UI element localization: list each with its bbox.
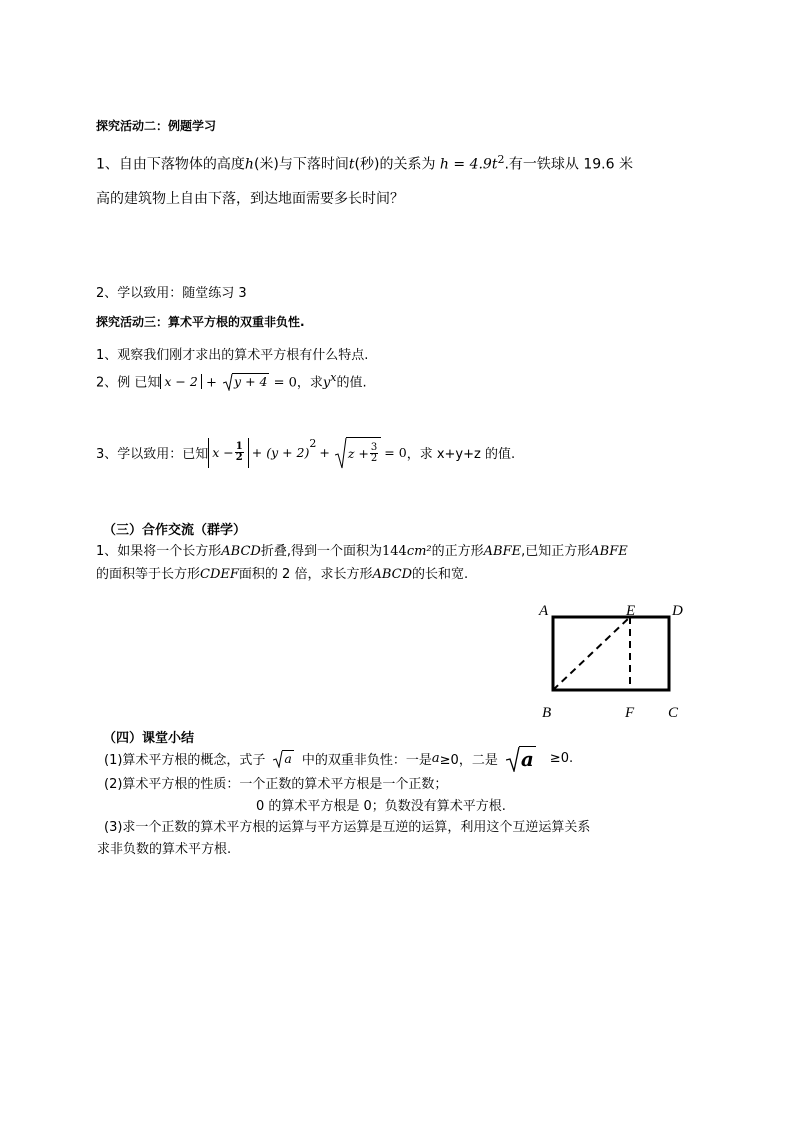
label-a: A [539,603,549,619]
activity3-title: 探究活动三：算术平方根的双重非负性. [96,315,305,329]
label-e: E [626,603,636,619]
sqrt-symbol-large: z + $\frac{3}{2}$ [335,437,381,468]
sqrt-a-large: a [506,746,536,771]
rectangle-abcd [553,617,669,690]
part3-question-line2: 的面积等于长方形CDEF面积的 2 倍，求长方形ABCD的长和宽. [96,567,469,582]
label-f: F [625,705,635,721]
activity2-title: 探究活动二：例题学习 [96,119,217,133]
sqrt-symbol: y + 4 [223,373,269,389]
q1-formula: h = 4.9t [439,156,498,173]
summary-2-line1: (2)算术平方根的性质：一个正数的算术平方根是一个正数； [104,777,448,792]
absolute-value-fraction: x − $\frac{1}{2}$ [208,438,248,468]
part3-title: （三）合作交流（群学） [103,523,247,538]
question-1-line1: 1、自由下落物体的高度h(米)与下落时间t(秒)的关系为 $h = 4.9t^2$.有一铁球从 19.6 米 [96,153,633,173]
sqrt-a-small: a [273,750,293,767]
label-c: C [668,705,679,721]
question-2: 2、学以致用：随堂练习 3 [96,286,247,301]
label-b: B [542,705,552,721]
summary-3-line2: 求非负数的算术平方根. [97,842,232,857]
summary-2-line2: 0 的算术平方根是 0；负数没有算术平方根. [256,799,506,814]
activity3-question-1: 1、观察我们刚才求出的算术平方根有什么特点. [96,348,369,363]
part4-title: （四）课堂小结 [103,731,195,746]
diagonal-be [553,617,630,690]
question-1-line2: 高的建筑物上自由下落，到达地面需要多长时间？ [96,191,404,207]
summary-3-line1: (3)求一个正数的算术平方根的运算与平方运算是互逆的运算，利用这个互逆运算关系 [104,820,591,835]
part3-question-line1: 1、如果将一个长方形ABCD折叠,得到一个面积为144cm²的正方形ABFE,已知正方形ABFE [96,544,628,559]
absolute-value: x − 2 [160,374,201,389]
summary-1: (1)算术平方根的概念，式子 a 中的双重非负性：一是 a ≥0，二是 a ≥0. [104,747,574,771]
activity3-question-2: 2、例 已知 x − 2 + y + 4 = 0，求$y^x$的值. [96,371,367,391]
activity3-question-3: 3、学以致用：已知 x − $\frac{1}{2}$ + (y + 2) $^2$ + z + $\frac{3}{2}$ = 0 ，求 x+y+z 的值. [96,437,515,468]
rectangle-fold-figure [545,610,680,710]
label-d: D [672,603,683,619]
